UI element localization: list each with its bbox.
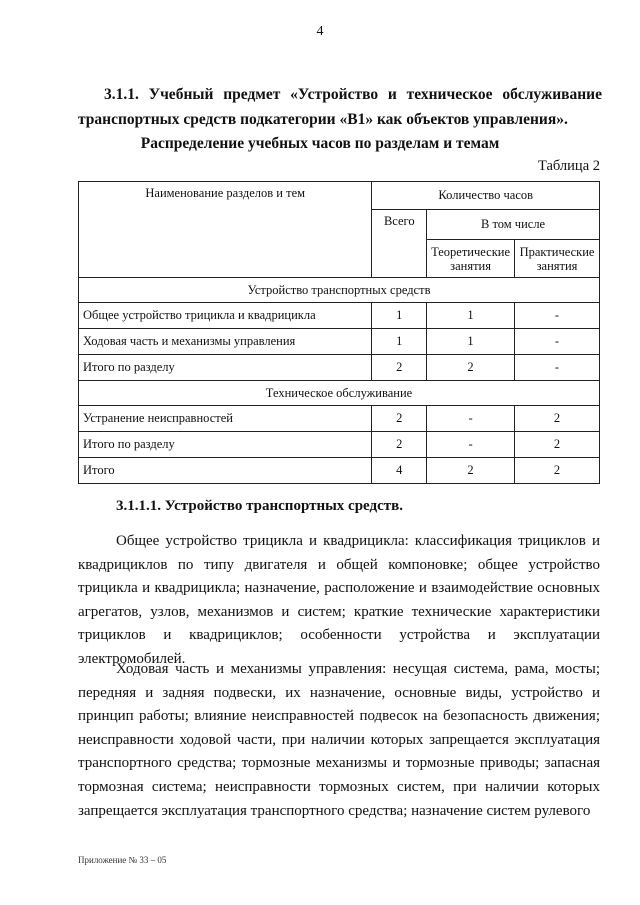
header-hours: Количество часов	[372, 182, 600, 210]
header-total: Всего	[372, 210, 427, 278]
section-title-1: Устройство транспортных средств	[79, 278, 600, 303]
row-name: Итого по разделу	[79, 355, 372, 381]
paragraph-1	[78, 530, 600, 672]
row-practice: 2	[515, 458, 600, 484]
row-practice: -	[515, 355, 600, 381]
section-title-2: Техническое обслуживание	[79, 381, 600, 406]
paragraph-2-text: Ходовая часть и механизмы управления: несущая система, рама, мосты; передняя и задняя подвески, их назначение, основные виды, устройство и принцип работы; влияние неисправностей подвесок на безопасность движения; неисправности ходовой части, при наличии которых запрещается эксплуатация транспортного средства; тормозные механизмы и тормозные приводы; запасная тормозная система; неисправности тормозных систем, при наличии которых запрещается эксплуатация транспортного средства; назначение систем рулевого	[78, 661, 600, 819]
row-name: Общее устройство трицикла и квадрицикла	[79, 303, 372, 329]
document-heading-line-1: 3.1.1. Учебный предмет «Устройство и техническое обслуживание	[104, 86, 602, 103]
paragraph-2	[78, 658, 600, 823]
row-practice: 2	[515, 432, 600, 458]
table-row	[79, 406, 600, 432]
footer-note: Приложение № 33 – 05	[78, 855, 167, 865]
section-title: 3.1.1.1. Устройство транспортных средств.	[116, 498, 403, 514]
row-total: 2	[372, 406, 427, 432]
row-theory: -	[427, 406, 515, 432]
hours-table	[78, 181, 600, 484]
row-name: Итого по разделу	[79, 432, 372, 458]
table-row-grand-total	[79, 458, 600, 484]
row-theory: 1	[427, 303, 515, 329]
row-total: 4	[372, 458, 427, 484]
row-name: Итого	[79, 458, 372, 484]
header-topics: Наименование разделов и тем	[79, 182, 372, 278]
table-heading: Распределение учебных часов по разделам и темам	[140, 135, 500, 152]
row-total: 1	[372, 303, 427, 329]
table-row	[79, 303, 600, 329]
table-row	[79, 432, 600, 458]
row-name: Устранение неисправностей	[79, 406, 372, 432]
row-practice: -	[515, 303, 600, 329]
row-total: 1	[372, 329, 427, 355]
table-row	[79, 329, 600, 355]
row-total: 2	[372, 432, 427, 458]
row-total: 2	[372, 355, 427, 381]
row-theory: 1	[427, 329, 515, 355]
table-caption: Таблица 2	[537, 158, 600, 174]
row-theory: -	[427, 432, 515, 458]
document-heading-line-2: транспортных средств подкатегории «B1» как объектов управления».	[78, 111, 568, 128]
row-name: Ходовая часть и механизмы управления	[79, 329, 372, 355]
header-including: В том числе	[427, 210, 600, 240]
header-theory: Теоретические занятия	[427, 240, 515, 278]
page-number: 4	[316, 24, 324, 39]
row-practice: 2	[515, 406, 600, 432]
row-practice: -	[515, 329, 600, 355]
paragraph-1-text: Общее устройство трицикла и квадрицикла: классификация трициклов и квадрициклов по типу двигателя и общей компоновке; общее устройство трицикла и квадрицикла; назначение, расположение и взаимодействие основных агрегатов, узлов, механизмов и систем; краткие технические характеристики трициклов и квадрициклов; особенности устройства и эксплуатации электромобилей.	[78, 533, 600, 667]
header-practice: Практические занятия	[515, 240, 600, 278]
row-theory: 2	[427, 355, 515, 381]
table-row	[79, 355, 600, 381]
row-theory: 2	[427, 458, 515, 484]
